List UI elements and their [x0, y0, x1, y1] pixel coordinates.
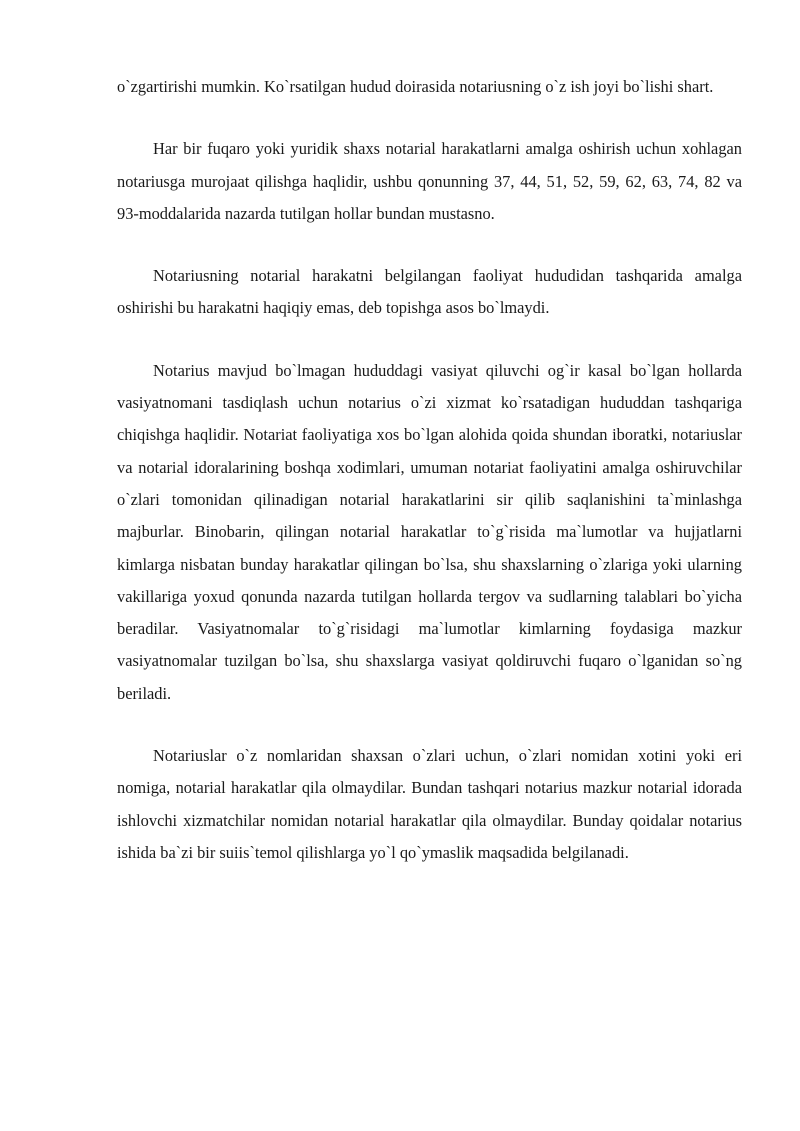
paragraph-right-to-choose-notary: Har bir fuqaro yoki yuridik shaxs notarial harakatlarni amalga oshirish uchun xohlagan notariusga murojaat qilishga haqlidir, ushbu qonunning 37, 44, 51, 52, 59, 62, 63, 74, 82 va 93-moddalarida nazarda tutilgan hollar bundan mustasno.: [117, 139, 742, 223]
paragraph-outside-territory-validity: Notariusning notarial harakatni belgilangan faoliyat hududidan tashqarida amalga oshirishi bu harakatni haqiqiy emas, deb topishga asos bo`lmaydi.: [117, 266, 742, 318]
paragraph-continuation: o`zgartirishi mumkin. Ko`rsatilgan hudud doirasida notariusning o`z ish joyi bo`lishi shart.: [117, 77, 714, 96]
paragraph-restrictions: Notariuslar o`z nomlaridan shaxsan o`zlari uchun, o`zlari nomidan xotini yoki eri nomiga, notarial harakatlar qila olmaydilar. Bundan tashqari notarius mazkur notarial idorada ishlovchi xizmatchilar nomidan notarial harakatlar qila olmaydilar. Bunday qoidalar notarius ishida ba`zi bir suiis`temol qilishlarga yo`l qo`ymaslik maqsadida belgilanadi.: [117, 746, 742, 862]
paragraph-notarial-secrecy: Notarius mavjud bo`lmagan hududdagi vasiyat qiluvchi og`ir kasal bo`lgan hollarda vasiyatnomani tasdiqlash uchun notarius o`zi xizmat ko`rsatadigan hududdan tashqariga chiqishga haqlidir. Notariat faoliyatiga xos bo`lgan alohida qoida shundan iboratki, notariuslar va notarial idoralarining boshqa xodimlari, umuman notariat faoliyatini amalga oshiruvchilar o`zlari tomonidan qilinadigan notarial harakatlarini sir qilib saqlanishini ta`minlashga majburlar. Binobarin, qilingan notarial harakatlar to`g`risida ma`lumotlar va hujjatlarni kimlarga nisbatan bunday harakatlar qilingan bo`lsa, shu shaxslarning o`zlariga yoki ularning vakillariga yoxud qonunda nazarda tutilgan hollarda tergov va sudlarning talablari bo`yicha beradilar. Vasiyatnomalar to`g`risidagi ma`lumotlar kimlarning foydasiga mazkur vasiyatnomalar tuzilgan bo`lsa, shu shaxslarga vasiyat qoldiruvchi fuqaro o`lganidan so`ng beriladi.: [117, 360, 742, 703]
document-body: [117, 71, 742, 869]
